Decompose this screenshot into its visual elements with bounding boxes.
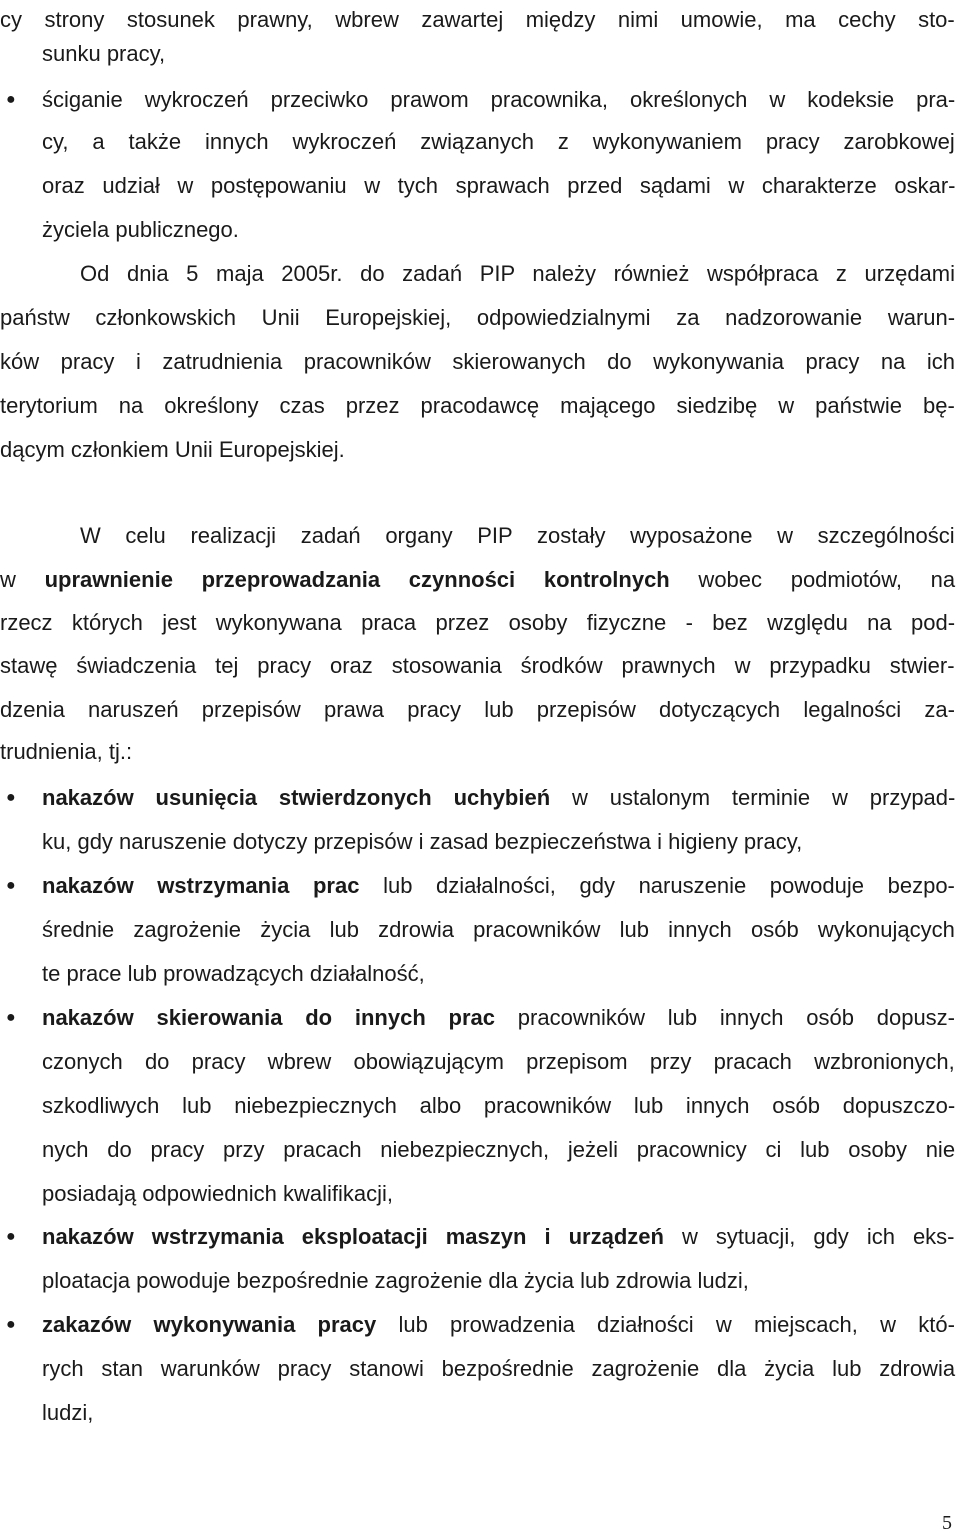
text-run: trudnienia, tj.: — [0, 739, 133, 764]
text-run: w ustalonym terminie w przypad- — [550, 785, 956, 810]
line-content — [42, 778, 955, 818]
text-run: stawę świadczenia tej pracy oraz stosowania środków prawnych w przypadku stwier- — [0, 653, 955, 678]
text-line — [0, 1305, 960, 1345]
line-content — [0, 342, 955, 382]
text-line — [0, 1393, 960, 1433]
text-run: ku, gdy naruszenie dotyczy przepisów i zasad bezpieczeństwa i higieny pracy, — [42, 829, 803, 854]
line-content — [42, 822, 802, 862]
line-content — [42, 166, 955, 206]
text-line — [0, 822, 960, 862]
text-run: Od dnia 5 maja 2005r. do zadań PIP należy również współpraca z urzędami — [80, 261, 956, 286]
line-content — [0, 690, 955, 730]
line-content — [42, 34, 165, 74]
text-run: pracowników lub innych osób dopusz- — [495, 1005, 956, 1030]
text-line — [0, 1217, 960, 1257]
bold-phrase: nakazów skierowania do innych prac — [42, 1005, 496, 1030]
line-content — [42, 1174, 393, 1214]
text-line — [0, 298, 960, 338]
text-run: życiela publicznego. — [42, 217, 239, 242]
line-content — [42, 1305, 955, 1345]
text-run: wobec podmiotów, na — [669, 567, 956, 592]
text-line — [0, 342, 960, 382]
line-content — [42, 954, 425, 994]
text-run: oraz udział w postępowaniu w tych sprawach przed sądami w charakterze oskar- — [42, 173, 956, 198]
line-content — [0, 386, 955, 426]
text-line — [0, 778, 960, 818]
line-content — [0, 298, 955, 338]
page-number: 5 — [942, 1512, 952, 1534]
text-line — [0, 560, 960, 600]
text-line — [0, 732, 960, 772]
text-run: czonych do pracy wbrew obowiązującym przepisom przy pracach wzbronionych, — [42, 1049, 955, 1074]
text-line — [0, 1130, 960, 1170]
text-run: lub prowadzenia działności w miejscach, w któ- — [376, 1312, 955, 1337]
text-run: średnie zagrożenie życia lub zdrowia pracowników lub innych osób wykonujących — [42, 917, 955, 942]
text-line — [0, 1086, 960, 1126]
text-line — [0, 1174, 960, 1214]
line-content — [42, 1217, 955, 1257]
line-content — [0, 560, 955, 600]
text-run: terytorium na określony czas przez pracodawcę mającego siedzibę w państwie bę- — [0, 393, 955, 418]
line-content — [80, 516, 955, 556]
line-content — [0, 732, 132, 772]
bold-phrase: uprawnienie przeprowadzania czynności kontrolnych — [44, 567, 670, 592]
line-content — [42, 1042, 955, 1082]
text-run: dącym członkiem Unii Europejskiej. — [0, 437, 345, 462]
line-content — [42, 1130, 955, 1170]
text-line — [0, 122, 960, 162]
text-run: szkodliwych lub niebezpiecznych albo pracowników lub innych osób dopuszczo- — [42, 1093, 956, 1118]
text-line — [0, 386, 960, 426]
text-run: W celu realizacji zadań organy PIP zostały wyposażone w szczególności — [80, 523, 955, 548]
text-run: państw członkowskich Unii Europejskiej, odpowiedzialnymi za nadzorowanie warun- — [0, 305, 956, 330]
bullet-icon: ● — [6, 1009, 16, 1026]
text-run: ludzi, — [42, 1400, 94, 1425]
text-run: te prace lub prowadzących działalność, — [42, 961, 425, 986]
text-run: ściganie wykroczeń przeciwko prawom pracownika, określonych w kodeksie pra- — [42, 87, 956, 112]
text-run: rych stan warunków pracy stanowi bezpośrednie zagrożenie dla życia lub zdrowia — [42, 1356, 956, 1381]
text-run: dzenia naruszeń przepisów prawa pracy lub przepisów dotyczących legalności za- — [0, 697, 955, 722]
text-run: cy, a także innych wykroczeń związanych z wykonywaniem pracy zarobkowej — [42, 129, 955, 154]
text-line — [0, 603, 960, 643]
text-line — [0, 34, 960, 74]
bold-phrase: nakazów wstrzymania eksploatacji maszyn i urządzeń — [42, 1224, 664, 1249]
line-content — [42, 1393, 93, 1433]
text-run: ploatacja powoduje bezpośrednie zagrożenie dla życia lub zdrowia ludzi, — [42, 1268, 749, 1293]
bullet-icon: ● — [6, 789, 16, 806]
text-line — [0, 80, 960, 120]
bullet-icon: ● — [6, 1316, 16, 1333]
line-content — [0, 646, 955, 686]
bold-phrase: nakazów wstrzymania prac — [42, 873, 360, 898]
line-content — [42, 998, 955, 1038]
line-content — [42, 210, 239, 250]
text-run: ków pracy i zatrudnienia pracowników skierowanych do wykonywania pracy na ich — [0, 349, 955, 374]
bullet-icon: ● — [6, 877, 16, 894]
text-line — [0, 516, 960, 556]
text-line — [0, 254, 960, 294]
line-content — [42, 1349, 955, 1389]
text-run: w — [0, 567, 45, 592]
text-run: sunku pracy, — [42, 41, 166, 66]
text-line — [0, 210, 960, 250]
text-run: cy strony stosunek prawny, wbrew zawartej między nimi umowie, ma cechy sto- — [0, 7, 955, 32]
text-run: w sytuacji, gdy ich eks- — [663, 1224, 955, 1249]
text-line — [0, 646, 960, 686]
line-content — [42, 122, 955, 162]
line-content — [42, 80, 955, 120]
line-content — [42, 1261, 749, 1301]
text-run: posiadają odpowiednich kwalifikacji, — [42, 1181, 393, 1206]
line-content — [80, 254, 955, 294]
text-run: nych do pracy przy pracach niebezpiecznych, jeżeli pracownicy ci lub osoby nie — [42, 1137, 956, 1162]
text-run: rzecz których jest wykonywana praca przez osoby fizyczne - bez względu na pod- — [0, 610, 956, 635]
text-line — [0, 166, 960, 206]
text-run: lub działalności, gdy naruszenie powoduje bezpo- — [359, 873, 955, 898]
text-line — [0, 1261, 960, 1301]
bold-phrase: nakazów usunięcia stwierdzonych uchybień — [42, 785, 551, 810]
bullet-icon: ● — [6, 1228, 16, 1245]
text-line — [0, 1042, 960, 1082]
text-line — [0, 430, 960, 470]
bold-phrase: zakazów wykonywania pracy — [42, 1312, 377, 1337]
line-content — [42, 910, 955, 950]
text-line — [0, 998, 960, 1038]
line-content — [0, 430, 345, 470]
line-content — [0, 603, 955, 643]
line-content — [42, 1086, 955, 1126]
text-line — [0, 866, 960, 906]
text-line — [0, 954, 960, 994]
bullet-icon: ● — [6, 91, 16, 108]
text-line — [0, 1349, 960, 1389]
text-line — [0, 910, 960, 950]
text-line — [0, 690, 960, 730]
line-content — [42, 866, 955, 906]
